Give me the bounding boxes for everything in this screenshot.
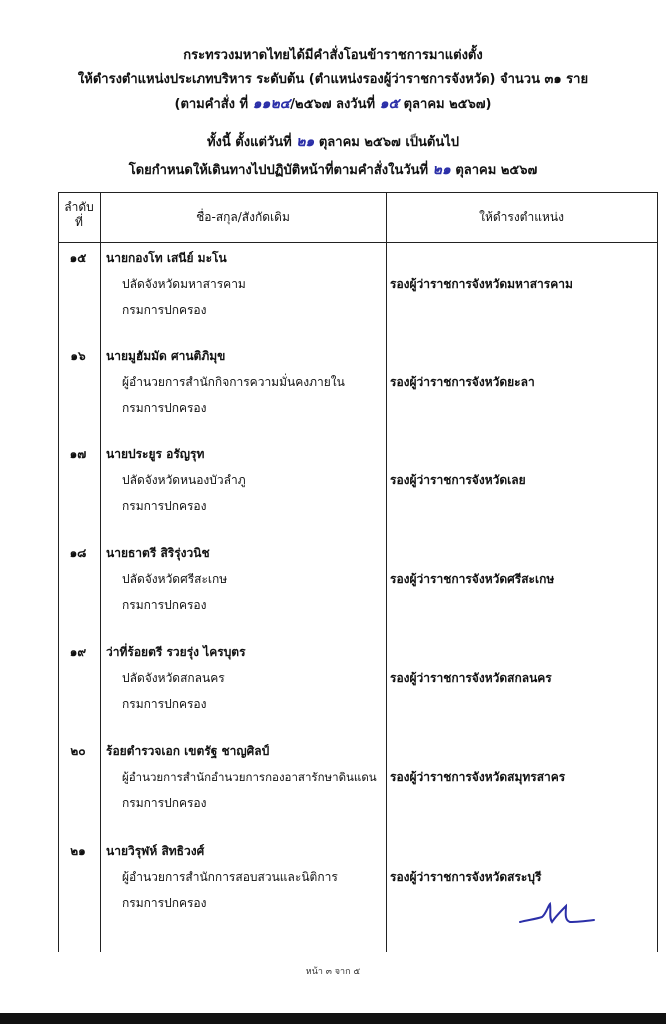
row-name: นายวิรุฬห์ สิทธิวงศ์ <box>106 844 205 858</box>
row-name: นายกองโท เสนีย์ มะโน <box>106 251 227 265</box>
handwritten-signature <box>516 900 596 930</box>
handwritten-travel-day: ๒๑ <box>432 162 451 178</box>
column-header-position: ให้ดำรงตำแหน่ง <box>479 210 564 224</box>
row-seq: ๑๙ <box>69 645 87 659</box>
row-new-position: รองผู้ว่าราชการจังหวัดยะลา <box>390 375 535 389</box>
row-former-position: ผู้อำนวยการสำนักการสอบสวนและนิติการ <box>122 870 338 884</box>
table-row <box>0 545 666 641</box>
header-line-5 <box>0 162 666 179</box>
order-middle: /๒๕๖๗ ลงวันที่ <box>290 97 376 112</box>
table-row <box>0 250 666 346</box>
effective-prefix: ทั้งนี้ ตั้งแต่วันที่ <box>206 135 292 150</box>
handwritten-order-number: ๑๑๒๔ <box>252 96 291 112</box>
effective-suffix: ตุลาคม ๒๕๖๗ เป็นต้นไป <box>318 135 460 150</box>
header-line-3 <box>0 96 666 113</box>
row-name: นายมูฮัมมัด ศานติภิมุข <box>106 349 226 363</box>
row-seq: ๒๐ <box>70 744 86 758</box>
row-seq: ๑๘ <box>69 546 87 560</box>
row-name: ว่าที่ร้อยตรี รวยรุ่ง ไครบุตร <box>106 645 246 659</box>
travel-prefix: โดยกำหนดให้เดินทางไปปฏิบัติหน้าที่ตามคำสั่งในวันที่ <box>128 163 429 178</box>
handwritten-effective-day: ๒๑ <box>296 134 315 150</box>
row-new-position: รองผู้ว่าราชการจังหวัดเลย <box>390 473 526 487</box>
order-prefix: (ตามคำสั่ง ที่ <box>174 97 249 112</box>
row-seq: ๑๗ <box>69 447 87 461</box>
bottom-edge-bar <box>0 1013 666 1024</box>
row-former-position: ปลัดจังหวัดมหาสารคาม <box>122 277 246 291</box>
column-header-name: ชื่อ-สกุล/สังกัดเดิม <box>196 210 290 224</box>
column-header-seq-line1: ลำดับ <box>64 200 94 214</box>
row-seq: ๑๕ <box>69 251 87 265</box>
header-line-2: ให้ดำรงตำแหน่งประเภทบริหาร ระดับต้น (ตำแหน่งรองผู้ว่าราชการจังหวัด) จำนวน ๓๑ ราย <box>77 72 589 87</box>
page-number: หน้า ๓ จาก ๕ <box>305 967 361 977</box>
table-top-border <box>58 192 658 193</box>
row-former-position: ปลัดจังหวัดสกลนคร <box>122 671 225 685</box>
row-new-position: รองผู้ว่าราชการจังหวัดสมุทรสาคร <box>390 770 566 784</box>
handwritten-order-day: ๑๕ <box>379 96 400 112</box>
row-seq: ๒๑ <box>70 844 86 858</box>
header-line-1: กระทรวงมหาดไทยได้มีคำสั่งโอนข้าราชการมาแต่งตั้ง <box>183 48 483 63</box>
row-former-position: ผู้อำนวยการสำนักกิจการความมั่นคงภายใน <box>122 375 345 389</box>
order-suffix: ตุลาคม ๒๕๖๗) <box>403 97 492 112</box>
travel-suffix: ตุลาคม ๒๕๖๗ <box>455 163 538 178</box>
table-row <box>0 446 666 542</box>
row-seq: ๑๖ <box>70 349 86 363</box>
row-department: กรมการปกครอง <box>122 896 207 910</box>
table-row <box>0 644 666 740</box>
row-new-position: รองผู้ว่าราชการจังหวัดมหาสารคาม <box>390 277 573 291</box>
row-new-position: รองผู้ว่าราชการจังหวัดศรีสะเกษ <box>390 572 555 586</box>
row-former-position: ปลัดจังหวัดหนองบัวลำภู <box>122 473 246 487</box>
row-department: กรมการปกครอง <box>122 796 207 810</box>
row-former-position: ปลัดจังหวัดศรีสะเกษ <box>122 572 228 586</box>
column-header-seq <box>58 200 100 230</box>
row-department: กรมการปกครอง <box>122 697 207 711</box>
row-name: นายธาตรี สิริรุ่งวนิช <box>106 546 210 560</box>
row-former-position: ผู้อำนวยการสำนักอำนวยการกองอาสารักษาดินแดน <box>122 770 377 784</box>
row-name: นายประยูร อรัญรุท <box>106 447 205 461</box>
row-department: กรมการปกครอง <box>122 598 207 612</box>
table-row <box>0 743 666 839</box>
table-row <box>0 348 666 444</box>
row-department: กรมการปกครอง <box>122 499 207 513</box>
column-header-seq-line2: ที่ <box>75 215 83 229</box>
table-header-bottom-border <box>58 242 658 243</box>
row-name: ร้อยตำรวจเอก เขตรัฐ ชาญศิลป์ <box>106 744 270 758</box>
row-new-position: รองผู้ว่าราชการจังหวัดสกลนคร <box>390 671 552 685</box>
row-new-position: รองผู้ว่าราชการจังหวัดสระบุรี <box>390 870 542 884</box>
row-department: กรมการปกครอง <box>122 303 207 317</box>
header-line-4 <box>0 134 666 151</box>
row-department: กรมการปกครอง <box>122 401 207 415</box>
